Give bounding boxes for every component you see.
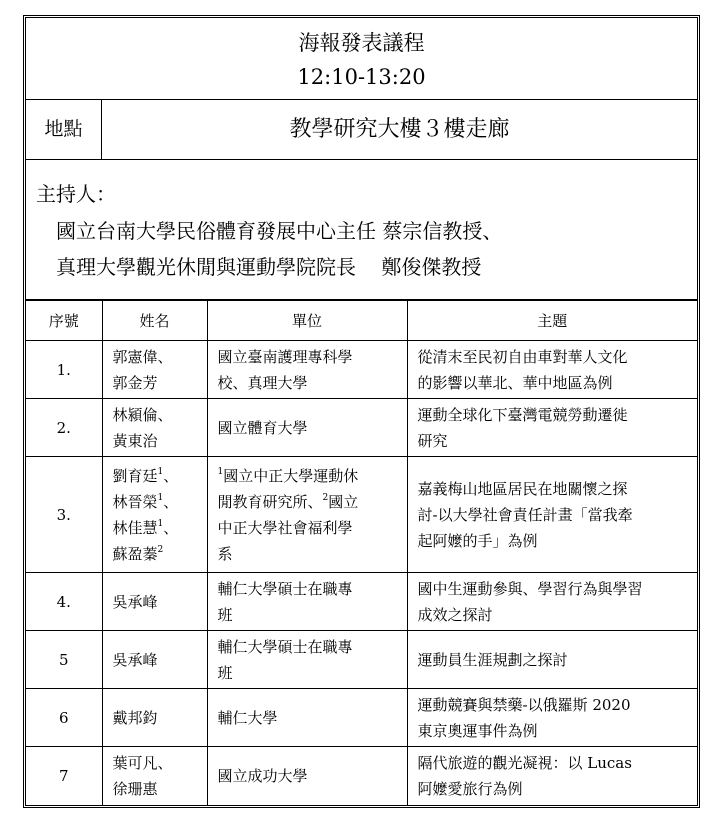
- affiliation: [207, 341, 407, 399]
- affiliation: [207, 631, 407, 689]
- topic-line: 成效之探討: [417, 605, 493, 624]
- affiliation-line: 中正大學社會福利學: [217, 518, 353, 537]
- author-names: [102, 457, 207, 573]
- location-row: [26, 100, 697, 160]
- table-row: [26, 341, 697, 399]
- topic-line: 嘉義梅山地區居民在地關懷之探: [417, 479, 628, 498]
- column-header: 序號: [26, 301, 102, 341]
- topic-line: 起阿嬤的手」為例: [417, 531, 538, 550]
- affiliation-line: 國立體育大學: [217, 418, 308, 437]
- table-row: [26, 747, 697, 805]
- topic-line: 討-以大學社會責任計畫「當我牽: [417, 505, 633, 524]
- row-number: 2.: [26, 399, 102, 457]
- table-header-row: [26, 301, 697, 341]
- author-name: 吳承峰: [112, 650, 158, 669]
- author-names: [102, 399, 207, 457]
- topic-line: 運動全球化下臺灣電競勞動遷徙: [417, 405, 628, 424]
- affiliation-mark: 1: [157, 466, 164, 477]
- topic: [407, 399, 697, 457]
- title-line: 海報發表議程: [298, 31, 425, 55]
- affiliation-line: [218, 489, 397, 515]
- column-header: 主題: [407, 301, 697, 341]
- author-name: 林潁倫、: [112, 405, 173, 424]
- topic-line: 阿嬤愛旅行為例: [417, 779, 523, 798]
- affiliation-mark: 1: [157, 492, 164, 503]
- affiliation-line: 輔仁大學碩士在職專: [217, 637, 353, 656]
- author-name: 戴邦鈞: [112, 708, 158, 727]
- topic: [407, 631, 697, 689]
- author-name: [113, 541, 197, 567]
- affiliation-line: 班: [217, 605, 233, 624]
- topic-line: 的影響以華北、華中地區為例: [417, 373, 613, 392]
- affiliation-line: 輔仁大學: [217, 708, 278, 727]
- affiliation-mark: 2: [157, 544, 164, 555]
- affiliation-text: 國立中正大學運動休: [223, 466, 359, 485]
- affiliation-mark: 1: [217, 466, 224, 477]
- row-number: 6: [26, 689, 102, 747]
- author-name: 葉可凡、: [112, 753, 173, 772]
- author-name: [113, 463, 197, 489]
- topic-line: 從清末至民初自由車對華人文化: [417, 347, 628, 366]
- column-header: 單位: [207, 301, 407, 341]
- host-line: 國立台南大學民俗體育發展中心主任 蔡宗信教授、: [56, 219, 503, 243]
- author-name: 黃東治: [112, 431, 158, 450]
- separator: 、: [163, 518, 179, 537]
- table-row: [26, 631, 697, 689]
- affiliation-line: 國立臺南護理專科學: [217, 347, 353, 366]
- separator: 、: [163, 466, 179, 485]
- table-row: [26, 399, 697, 457]
- author-names: [102, 631, 207, 689]
- author-name: 徐珊惠: [112, 779, 158, 798]
- affiliation-line: 校、真理大學: [217, 373, 308, 392]
- agenda-title: [26, 18, 697, 100]
- name-text: 蘇盈蓁: [112, 544, 158, 563]
- affiliation-line: [218, 463, 397, 489]
- affiliation-text: 國立: [328, 492, 359, 511]
- affiliation-line: 系: [217, 544, 233, 563]
- name-text: 劉育廷: [112, 466, 158, 485]
- topic: [407, 689, 697, 747]
- topic-line: 研究: [417, 431, 448, 450]
- affiliation: [207, 689, 407, 747]
- name-text: 林晉榮: [112, 492, 158, 511]
- row-number: 4.: [26, 573, 102, 631]
- affiliation-line: 班: [217, 663, 233, 682]
- affiliation-line: 國立成功大學: [217, 766, 308, 785]
- affiliation: [207, 457, 407, 573]
- topic-line: 隔代旅遊的觀光凝視：以 Lucas: [417, 753, 632, 772]
- agenda-frame: [23, 15, 700, 808]
- affiliation-mark: 1: [157, 518, 164, 529]
- topic-line: 東京奧運事件為例: [417, 721, 538, 740]
- author-names: [102, 341, 207, 399]
- table-row: [26, 457, 697, 573]
- topic: [407, 573, 697, 631]
- topic: [407, 747, 697, 805]
- affiliation: [207, 573, 407, 631]
- author-name: 郭金芳: [112, 373, 158, 392]
- author-name: 吳承峰: [112, 592, 158, 611]
- topic: [407, 341, 697, 399]
- location-label: 地點: [26, 100, 102, 159]
- affiliation-mark: 2: [322, 492, 329, 503]
- host-section: [26, 160, 697, 300]
- author-name: 郭憲偉、: [112, 347, 173, 366]
- affiliation-line: 輔仁大學碩士在職專: [217, 579, 353, 598]
- topic-line: 國中生運動參與、學習行為與學習: [417, 579, 643, 598]
- time-range: 12:10-13:20: [297, 65, 426, 89]
- author-names: [102, 747, 207, 805]
- location-value: 教學研究大樓３樓走廊: [289, 117, 510, 142]
- row-number: 7: [26, 747, 102, 805]
- schedule-table: [26, 300, 697, 805]
- column-header: 姓名: [102, 301, 207, 341]
- affiliation: [207, 747, 407, 805]
- host-label: 主持人：: [36, 182, 116, 206]
- topic-line: 運動競賽與禁藥-以俄羅斯 2020: [417, 695, 631, 714]
- row-number: 3.: [26, 457, 102, 573]
- row-number: 1.: [26, 341, 102, 399]
- affiliation: [207, 399, 407, 457]
- author-names: [102, 689, 207, 747]
- topic: [407, 457, 697, 573]
- topic-line: 運動員生涯規劃之探討: [417, 650, 568, 669]
- separator: 、: [163, 492, 179, 511]
- table-row: [26, 573, 697, 631]
- name-text: 林佳慧: [112, 518, 158, 537]
- row-number: 5: [26, 631, 102, 689]
- author-name: [113, 489, 197, 515]
- affiliation-text: 閒教育研究所、: [217, 492, 323, 511]
- table-row: [26, 689, 697, 747]
- host-line: 真理大學觀光休閒與運動學院院長 鄭俊傑教授: [56, 255, 482, 279]
- author-name: [113, 515, 197, 541]
- author-names: [102, 573, 207, 631]
